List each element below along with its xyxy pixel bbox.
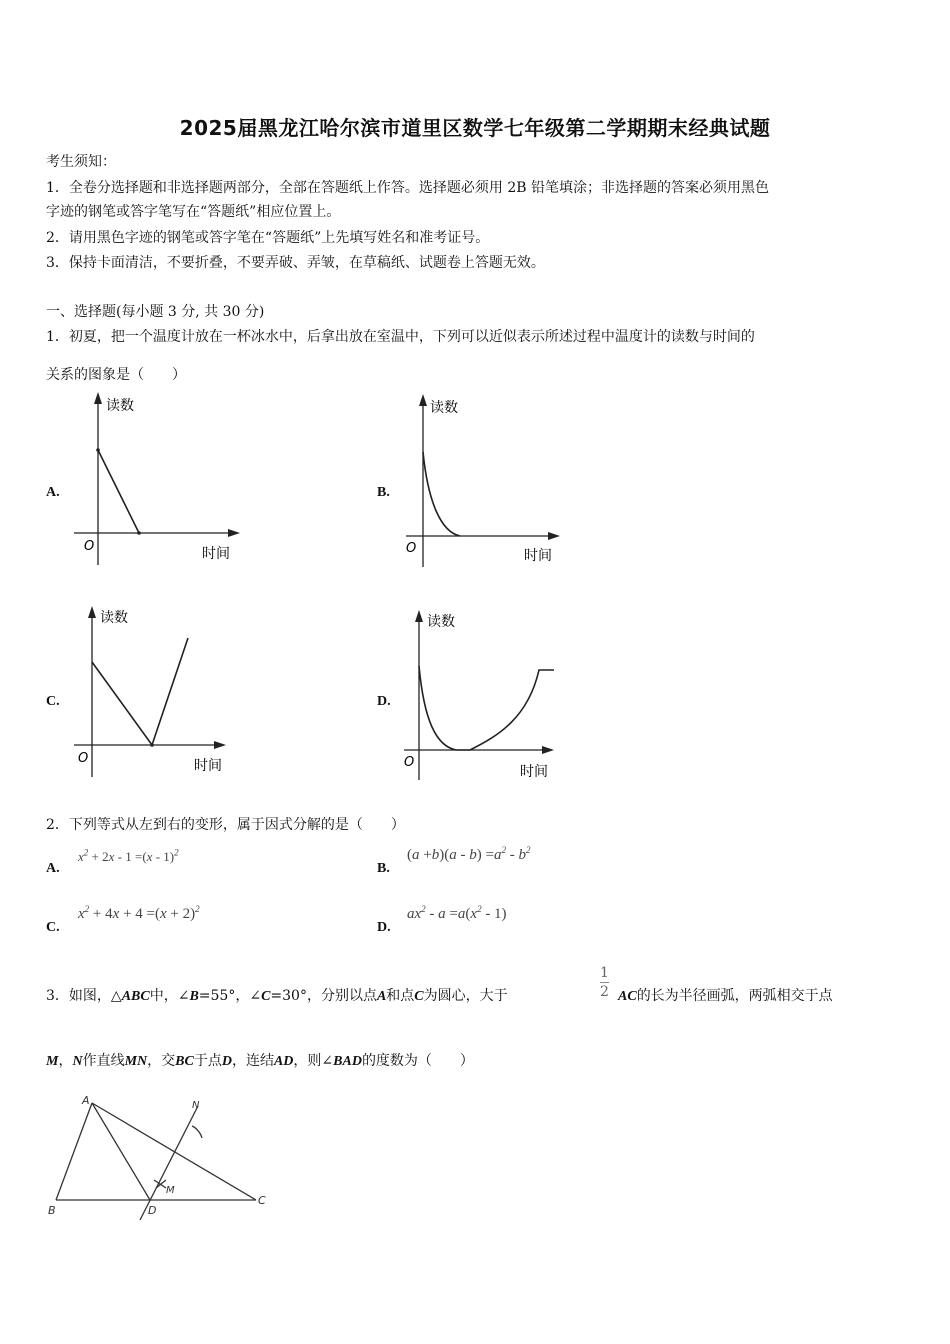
q2-option-d-formula: $ax^2 - a =a(x^2 - 1)$ bbox=[407, 904, 507, 922]
origin-label: O bbox=[84, 539, 95, 554]
q1-option-d-label[interactable]: D. bbox=[377, 694, 391, 709]
q3-stem-line-2: M，N作直线MN，交BC于点D，连结AD，则∠BAD的度数为（ ） bbox=[46, 1053, 474, 1069]
x-axis-label: 时间 bbox=[520, 764, 548, 780]
x-axis-label: 时间 bbox=[202, 546, 230, 562]
x-axis-label: 时间 bbox=[194, 758, 222, 774]
q1-graph-b bbox=[396, 392, 576, 572]
page-title: 2025届黑龙江哈尔滨市道里区数学七年级第二学期期末经典试题 bbox=[179, 116, 771, 140]
notice-line-1: 1．全卷分选择题和非选择题两部分，全部在答题纸上作答。选择题必须用 2B 铅笔填涂；非选择题的答案必须用黑色 bbox=[46, 180, 769, 196]
q3-triangle-figure bbox=[44, 1090, 284, 1230]
point-a-label: A bbox=[82, 1094, 90, 1107]
notice-line-2: 2．请用黑色字迹的钢笔或答字笔在“答题纸”上先填写姓名和准考证号。 bbox=[46, 230, 490, 246]
q3-fraction-half: $\frac{1}{2}$ bbox=[600, 965, 609, 1000]
q1-graph-d bbox=[398, 608, 568, 788]
y-axis-label: 读数 bbox=[100, 610, 128, 626]
q2-option-b-formula: $(a +b)(a - b) =a^2 - b^2$ bbox=[407, 845, 531, 863]
point-m-label: M bbox=[166, 1185, 175, 1196]
q3-stem-line-1-end: AC的长为半径画弧，两弧相交于点 bbox=[618, 988, 833, 1004]
notice-line-3: 3．保持卡面清洁，不要折叠，不要弄破、弄皱，在草稿纸、试题卷上答题无效。 bbox=[46, 255, 545, 271]
q2-option-d-label[interactable]: D. bbox=[377, 920, 391, 935]
q2-option-b-label[interactable]: B. bbox=[377, 861, 390, 876]
y-axis-label: 读数 bbox=[106, 398, 134, 414]
notice-heading: 考生须知： bbox=[46, 154, 116, 170]
origin-label: O bbox=[406, 541, 417, 556]
point-n-label: N bbox=[192, 1100, 200, 1111]
point-b-label: B bbox=[48, 1204, 56, 1217]
q3-stem-line-1: 3．如图，△ABC中，∠B=55°，∠C=30°，分别以点A和点C为圆心，大于 bbox=[46, 988, 508, 1004]
q1-option-a-label[interactable]: A. bbox=[46, 485, 60, 500]
origin-label: O bbox=[404, 755, 415, 770]
q1-graph-c bbox=[64, 602, 244, 782]
q1-stem-line-2: 关系的图象是（ ） bbox=[46, 367, 186, 383]
q2-option-a-label[interactable]: A. bbox=[46, 861, 60, 876]
q1-stem-line-1: 1．初夏，把一个温度计放在一杯冰水中，后拿出放在室温中，下列可以近似表示所述过程中温度计的读数与时间的 bbox=[46, 329, 755, 345]
q2-stem: 2．下列等式从左到右的变形，属于因式分解的是（ ） bbox=[46, 817, 405, 833]
y-axis-label: 读数 bbox=[430, 400, 458, 416]
q1-option-c-label[interactable]: C. bbox=[46, 694, 60, 709]
x-axis-label: 时间 bbox=[524, 548, 552, 564]
q2-option-c-label[interactable]: C. bbox=[46, 920, 60, 935]
notice-line-1b: 字迹的钢笔或答字笔写在“答题纸”相应位置上。 bbox=[46, 204, 341, 220]
section-heading: 一、选择题(每小题 3 分, 共 30 分) bbox=[46, 304, 265, 320]
y-axis-label: 读数 bbox=[427, 614, 455, 630]
origin-label: O bbox=[78, 751, 89, 766]
q2-option-a-formula: $x^2 + 2x - 1 =(x - 1)^2$ bbox=[78, 847, 179, 864]
q1-graph-a bbox=[66, 390, 246, 570]
q1-option-b-label[interactable]: B. bbox=[377, 485, 390, 500]
q2-option-c-formula: $x^2 + 4x + 4 =(x + 2)^2$ bbox=[78, 904, 200, 922]
point-c-label: C bbox=[258, 1194, 266, 1207]
point-d-label: D bbox=[148, 1204, 157, 1217]
